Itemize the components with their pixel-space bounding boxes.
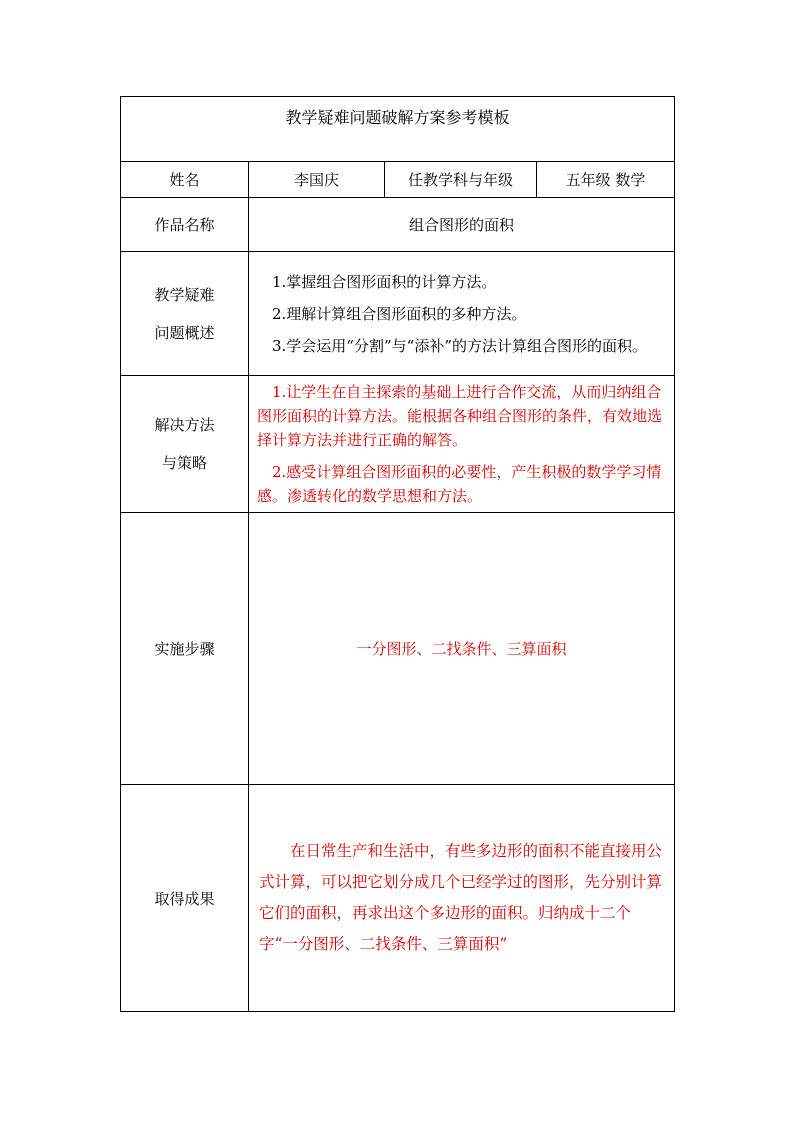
overview-item: 3.学会运用“分割”与“添补”的方法计算组合图形的面积。 xyxy=(272,336,647,355)
strategy-row xyxy=(121,376,675,513)
overview-item: 2.理解计算组合图形面积的多种方法。 xyxy=(272,304,527,323)
steps-label: 实施步骤 xyxy=(121,513,249,785)
results-row xyxy=(121,785,675,1012)
name-value: 李国庆 xyxy=(249,162,385,198)
overview-label-line1: 教学疑难 xyxy=(154,285,215,304)
document-title: 教学疑难问题破解方案参考模板 xyxy=(121,97,675,162)
work-value: 组合图形的面积 xyxy=(249,198,675,252)
results-text: 在日常生产和生活中，有些多边形的面积不能直接用公式计算，可以把它划分成几个已经学过的图形，先分别计算它们的面积，再求出这个多边形的面积。归纳成十二个字“一分图形、二找条件、三算面积” xyxy=(259,842,663,953)
overview-label-line2: 问题概述 xyxy=(154,323,215,342)
strategy-content xyxy=(249,376,675,513)
strategy-item: 2.感受计算组合图形面积的必要性，产生积极的数学学习情感。渗透转化的数学思想和方法。 xyxy=(257,463,662,505)
header-row xyxy=(121,162,675,198)
strategy-label-line1: 解决方法 xyxy=(154,416,215,434)
plan-table xyxy=(120,96,675,1012)
steps-row xyxy=(121,513,675,785)
results-content xyxy=(249,785,675,1012)
work-label: 作品名称 xyxy=(121,198,249,252)
subject-label: 任教学科与年级 xyxy=(385,162,537,198)
name-label: 姓名 xyxy=(121,162,249,198)
strategy-item: 1.让学生在自主探索的基础上进行合作交流，从而归纳组合图形面积的计算方法。能根据各种组合图形的条件，有效地选择计算方法并进行正确的解答。 xyxy=(257,383,663,449)
overview-label xyxy=(121,252,249,376)
overview-content xyxy=(249,252,675,376)
strategy-label-line2: 与策略 xyxy=(161,454,207,472)
overview-row xyxy=(121,252,675,376)
overview-item: 1.掌握组合图形面积的计算方法。 xyxy=(272,272,497,291)
results-label: 取得成果 xyxy=(121,785,249,1012)
title-row xyxy=(121,97,675,162)
subject-value: 五年级 数学 xyxy=(537,162,675,198)
strategy-label xyxy=(121,376,249,513)
steps-value: 一分图形、二找条件、三算面积 xyxy=(249,513,675,785)
work-row xyxy=(121,198,675,252)
